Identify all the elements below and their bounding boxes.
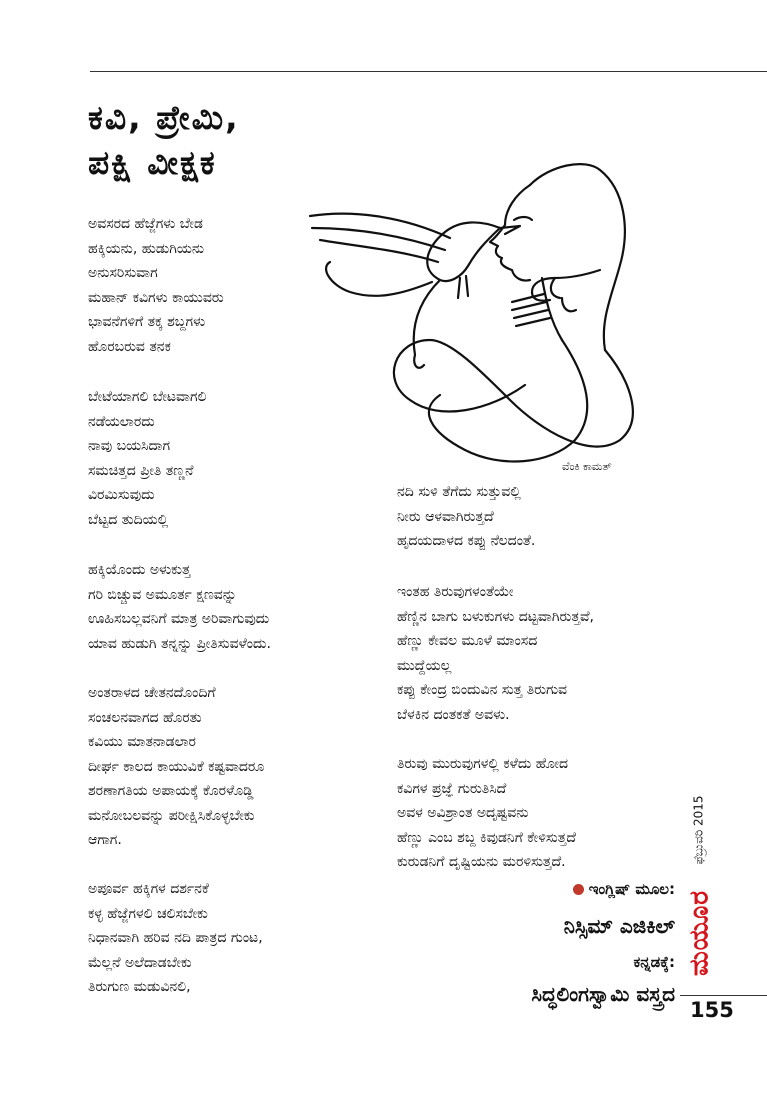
magazine-name: ಮಯೂರ — [684, 889, 715, 976]
bullet-dot-icon — [573, 884, 584, 895]
poem-title — [88, 95, 240, 185]
poem-line: ನಾವು ಬಯಸಿದಾಗ — [88, 438, 171, 454]
poem-line: ಹೆಣ್ಣು ಕೇವಲ ಮೂಳೆ ಮಾಂಸದ — [397, 633, 538, 649]
bird-legs — [458, 276, 468, 298]
poem-line: ತಿರುವು ಮುರುವುಗಳಲ್ಲಿ ಕಳೆದು ಹೋದ — [397, 756, 569, 772]
poem-line: ದೀರ್ಘ ಕಾಲದ ಕಾಯುವಿಕೆ ಕಷ್ಟವಾದರೂ — [88, 758, 265, 775]
poem-line: ಕವಿಯು ಮಾತನಾಡಲಾರ — [88, 734, 196, 750]
left-stanza-3 — [88, 558, 271, 656]
illustration-credit: ವೆಂಕಿ ಕಾಮತ್ — [562, 460, 612, 473]
poem-line: ವಿರಮಿಸುವುದು — [88, 487, 155, 503]
poem-line: ಮನೋಬಲವನ್ನು ಪರೀಕ್ಷಿಸಿಕೊಳ್ಳಬೇಕು — [88, 807, 255, 824]
source-label: ಇಂಗ್ಲಿಷ್ ಮೂಲ: — [588, 880, 675, 898]
translation-label: ಕನ್ನಡಕ್ಕೆ: — [633, 953, 675, 971]
poem-line: ಹಕ್ಕಿಯನು, ಹುಡುಗಿಯನು — [88, 240, 205, 257]
poem-line: ಹೃದಯದಾಳದ ಕಪ್ಪು ನೆಲದಂತೆ. — [397, 533, 536, 549]
poem-line: ನೀರು ಆಳವಾಗಿರುತ್ತದೆ — [397, 508, 494, 525]
bird-tail — [326, 262, 440, 368]
poem-line: ಅವಸರದ ಹೆಜ್ಜೆಗಳು ಬೇಡ — [88, 216, 203, 232]
hand — [532, 270, 600, 311]
poem-line: ಇಂತಹ ತಿರುವುಗಳಂತೆಯೇ — [397, 584, 514, 600]
body-loop — [394, 340, 633, 446]
right-stanza-1 — [397, 480, 535, 554]
bird-beak — [500, 226, 520, 234]
left-stanza-2 — [88, 385, 206, 532]
poem-line: ಸಂಚಲನವಾಗದ ಹೊರತು — [88, 709, 202, 726]
bottom-rule — [680, 995, 767, 996]
head-outline — [530, 164, 625, 350]
poem-line: ಬೆಟ್ಟದ ತುದಿಯಲ್ಲಿ — [88, 511, 169, 528]
poem-line: ಬೆಳಕಿನ ದಂತಕತೆ ಅವಳು. — [397, 706, 510, 723]
source-label-row — [573, 880, 675, 898]
poem-line: ಸಮಚಿತ್ತದ ಪ್ರೀತಿ ತಣ್ಣನೆ — [88, 462, 194, 479]
poem-line: ಯಾವ ಹುಡುಗಿ ತನ್ನನ್ನು ಪ್ರೀತಿಸುವಳೆಂದು. — [88, 635, 271, 652]
issue-month-text: ಫೆಬ್ರುವರಿ 2015 — [691, 795, 706, 865]
left-stanza-4 — [88, 681, 264, 853]
poem-line: ಆಗಾಗ. — [88, 832, 122, 848]
poem-line: ಅನುಸರಿಸುವಾಗ — [88, 265, 158, 281]
poem-line: ನಡೆಯಲಾರದು — [88, 413, 155, 430]
poem-line: ಭಾವನೆಗಳಿಗೆ ತಕ್ಕ ಶಬ್ದಗಳು — [88, 314, 206, 330]
poem-line: ಗರಿ ಬಿಚ್ಚುವ ಅಮೂರ್ತ ಕ್ಷಣವನ್ನು — [88, 586, 237, 603]
poem-line: ಅವಳ ಅವಿಶ್ರಾಂತ ಅದೃಷ್ಟವನು — [397, 805, 529, 821]
left-stanza-1 — [88, 212, 224, 359]
poem-line: ಹೊರಬರುವ ತನಕ — [88, 338, 171, 355]
poem-line: ಮುದ್ದೆಯಲ್ಲ — [397, 657, 452, 674]
poem-line: ಅಂತರಾಳದ ಚೇತನದೊಂದಿಗೆ — [88, 685, 216, 701]
neck-line — [542, 278, 562, 340]
poem-line: ತಿರುಗುಣ ಮಡುವಿನಲಿ, — [88, 979, 191, 995]
poem-line: ಹೆಣ್ಣಿನ ಬಾಗು ಬಳುಕುಗಳು ದಟ್ಟವಾಗಿರುತ್ತವೆ, — [397, 608, 594, 625]
right-stanza-2 — [397, 580, 594, 727]
poet-name: ನಿಸ್ಸಿಮ್ ಎಜಿಕಿಲ್ — [563, 914, 675, 938]
right-stanza-3 — [397, 752, 576, 875]
poem-line: ಕವಿಗಳ ಪ್ರಜ್ಞೆ ಗುರುತಿಸಿದೆ — [397, 780, 507, 797]
left-stanza-5 — [88, 877, 263, 1000]
translator-name: ಸಿದ್ಧಲಿಂಗಸ್ವಾಮಿ ವಸ್ತ್ರದ — [531, 982, 675, 1006]
poem-line: ನಿಧಾನವಾಗಿ ಹರಿವ ನದಿ ಪಾತ್ರದ ಗುಂಟ, — [88, 930, 263, 946]
top-rule — [90, 71, 767, 72]
poem-line: ನದಿ ಸುಳಿ ತೆಗೆದು ಸುತ್ತುವಲ್ಲಿ — [397, 484, 521, 500]
bangles — [512, 294, 550, 326]
line-art-illustration — [300, 150, 650, 480]
poem-line: ಹೆಣ್ಣು ಎಂಬ ಶಬ್ದ ಕಿವುಡನಿಗೆ ಕೇಳಿಸುತ್ತದೆ — [397, 829, 576, 846]
poem-line: ಶರಣಾಗತಿಯ ಅಪಾಯಕ್ಕೆ ಕೊರಳೊಡ್ಡಿ — [88, 783, 254, 799]
poem-line: ಕುರುಡನಿಗೆ ದೃಷ್ಟಿಯನು ಮರಳಿಸುತ್ತದೆ. — [397, 854, 566, 870]
poem-line: ಮಹಾನ್ ಕವಿಗಳು ಕಾಯುವರು — [88, 289, 224, 306]
long-loop — [429, 340, 587, 461]
poem-line: ಕಳ್ಳ ಹೆಜ್ಜೆಗಳಲಿ ಚಲಿಸಬೇಕು — [88, 905, 208, 922]
poem-line: ಅಪೂರ್ವ ಹಕ್ಕಿಗಳ ದರ್ಶನಕೆ — [88, 881, 209, 897]
issue-month — [689, 790, 709, 870]
poem-line: ಊಹಿಸಬಲ್ಲವನಿಗೆ ಮಾತ್ರ ಅರಿವಾಗುವುದು — [88, 611, 270, 627]
eye-line — [514, 217, 532, 220]
poem-line: ಕಪ್ಪು ಕೇಂದ್ರ ಬಿಂದುವಿನ ಸುತ್ತ ತಿರುಗುವ — [397, 682, 568, 698]
bird-body — [427, 222, 500, 281]
poem-line: ಬೇಟೆಯಾಗಲಿ ಬೇಟವಾಗಲಿ — [88, 389, 207, 405]
magazine-logo — [681, 880, 719, 985]
page-number: 155 — [690, 998, 734, 1022]
poem-line: ಹಕ್ಕಿಯೊಂದು ಅಳುಕುತ್ತ — [88, 562, 191, 578]
poem-line: ಮೆಲ್ಲನೆ ಅಲೆದಾಡಬೇಕು — [88, 954, 192, 971]
title-line-1: ಕವಿ, ಪ್ರೇಮಿ, — [88, 98, 240, 137]
title-line-2: ಪಕ್ಷಿ ವೀಕ್ಷಕ — [88, 143, 217, 182]
